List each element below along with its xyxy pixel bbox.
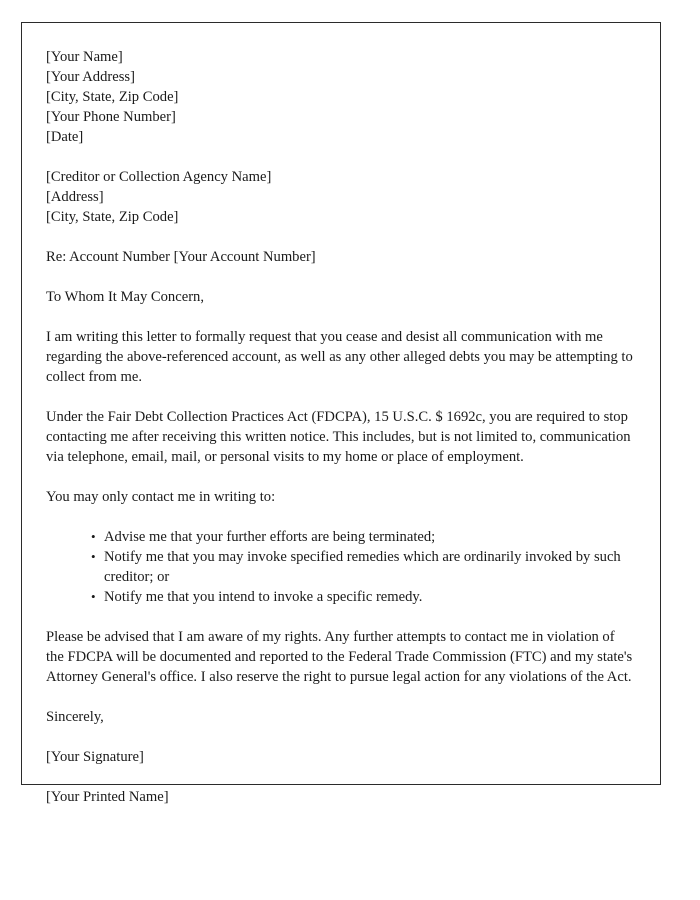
list-item: • Notify me that you intend to invoke a specific remedy. bbox=[91, 587, 635, 607]
sender-address-block bbox=[46, 47, 635, 147]
list-intro: You may only contact me in writing to: bbox=[46, 489, 276, 505]
sender-line-city-state-zip: [City, State, Zip Code] bbox=[46, 89, 179, 105]
recipient-line-address: [Address] bbox=[46, 189, 104, 205]
sender-line-address: [Your Address] bbox=[46, 69, 135, 85]
letter-body bbox=[46, 47, 635, 807]
sender-line-phone: [Your Phone Number] bbox=[46, 109, 176, 125]
list-item: • Notify me that you may invoke specified remedies which are ordinarily invoked by such creditor; or bbox=[91, 547, 635, 587]
signature-placeholder: [Your Signature] bbox=[46, 749, 144, 765]
subject-line: Re: Account Number [Your Account Number] bbox=[46, 249, 316, 265]
sign-off: Sincerely, bbox=[46, 709, 104, 725]
list-item: • Advise me that your further efforts are being terminated; bbox=[91, 527, 635, 547]
recipient-line-name: [Creditor or Collection Agency Name] bbox=[46, 169, 272, 185]
closing-paragraph: Please be advised that I am aware of my rights. Any further attempts to contact me in violation of the FDCPA will be documented and reported to the Federal Trade Commission (FTC) and my state's Attorney General's office. I also reserve the right to pursue legal action for any violations of the Act. bbox=[46, 629, 633, 685]
letter-page bbox=[21, 22, 661, 805]
recipient-line-city-state-zip: [City, State, Zip Code] bbox=[46, 209, 179, 225]
signature-block bbox=[46, 707, 635, 807]
remedy-list bbox=[46, 527, 635, 607]
salutation: To Whom It May Concern, bbox=[46, 289, 204, 305]
body-paragraph-2: Under the Fair Debt Collection Practices Act (FDCPA), 15 U.S.C. $ 1692c, you are required to stop contacting me after receiving this written notice. This includes, but is not limited to, communication via telephone, email, mail, or personal visits to my home or place of employment. bbox=[46, 409, 631, 465]
recipient-address-block bbox=[46, 167, 635, 227]
sender-line-name: [Your Name] bbox=[46, 49, 123, 65]
sender-line-date: [Date] bbox=[46, 129, 84, 145]
body-paragraph-1: I am writing this letter to formally request that you cease and desist all communication with me regarding the above-referenced account, as well as any other alleged debts you may be attempting to collect from me. bbox=[46, 329, 633, 385]
printed-name-placeholder: [Your Printed Name] bbox=[46, 789, 169, 805]
